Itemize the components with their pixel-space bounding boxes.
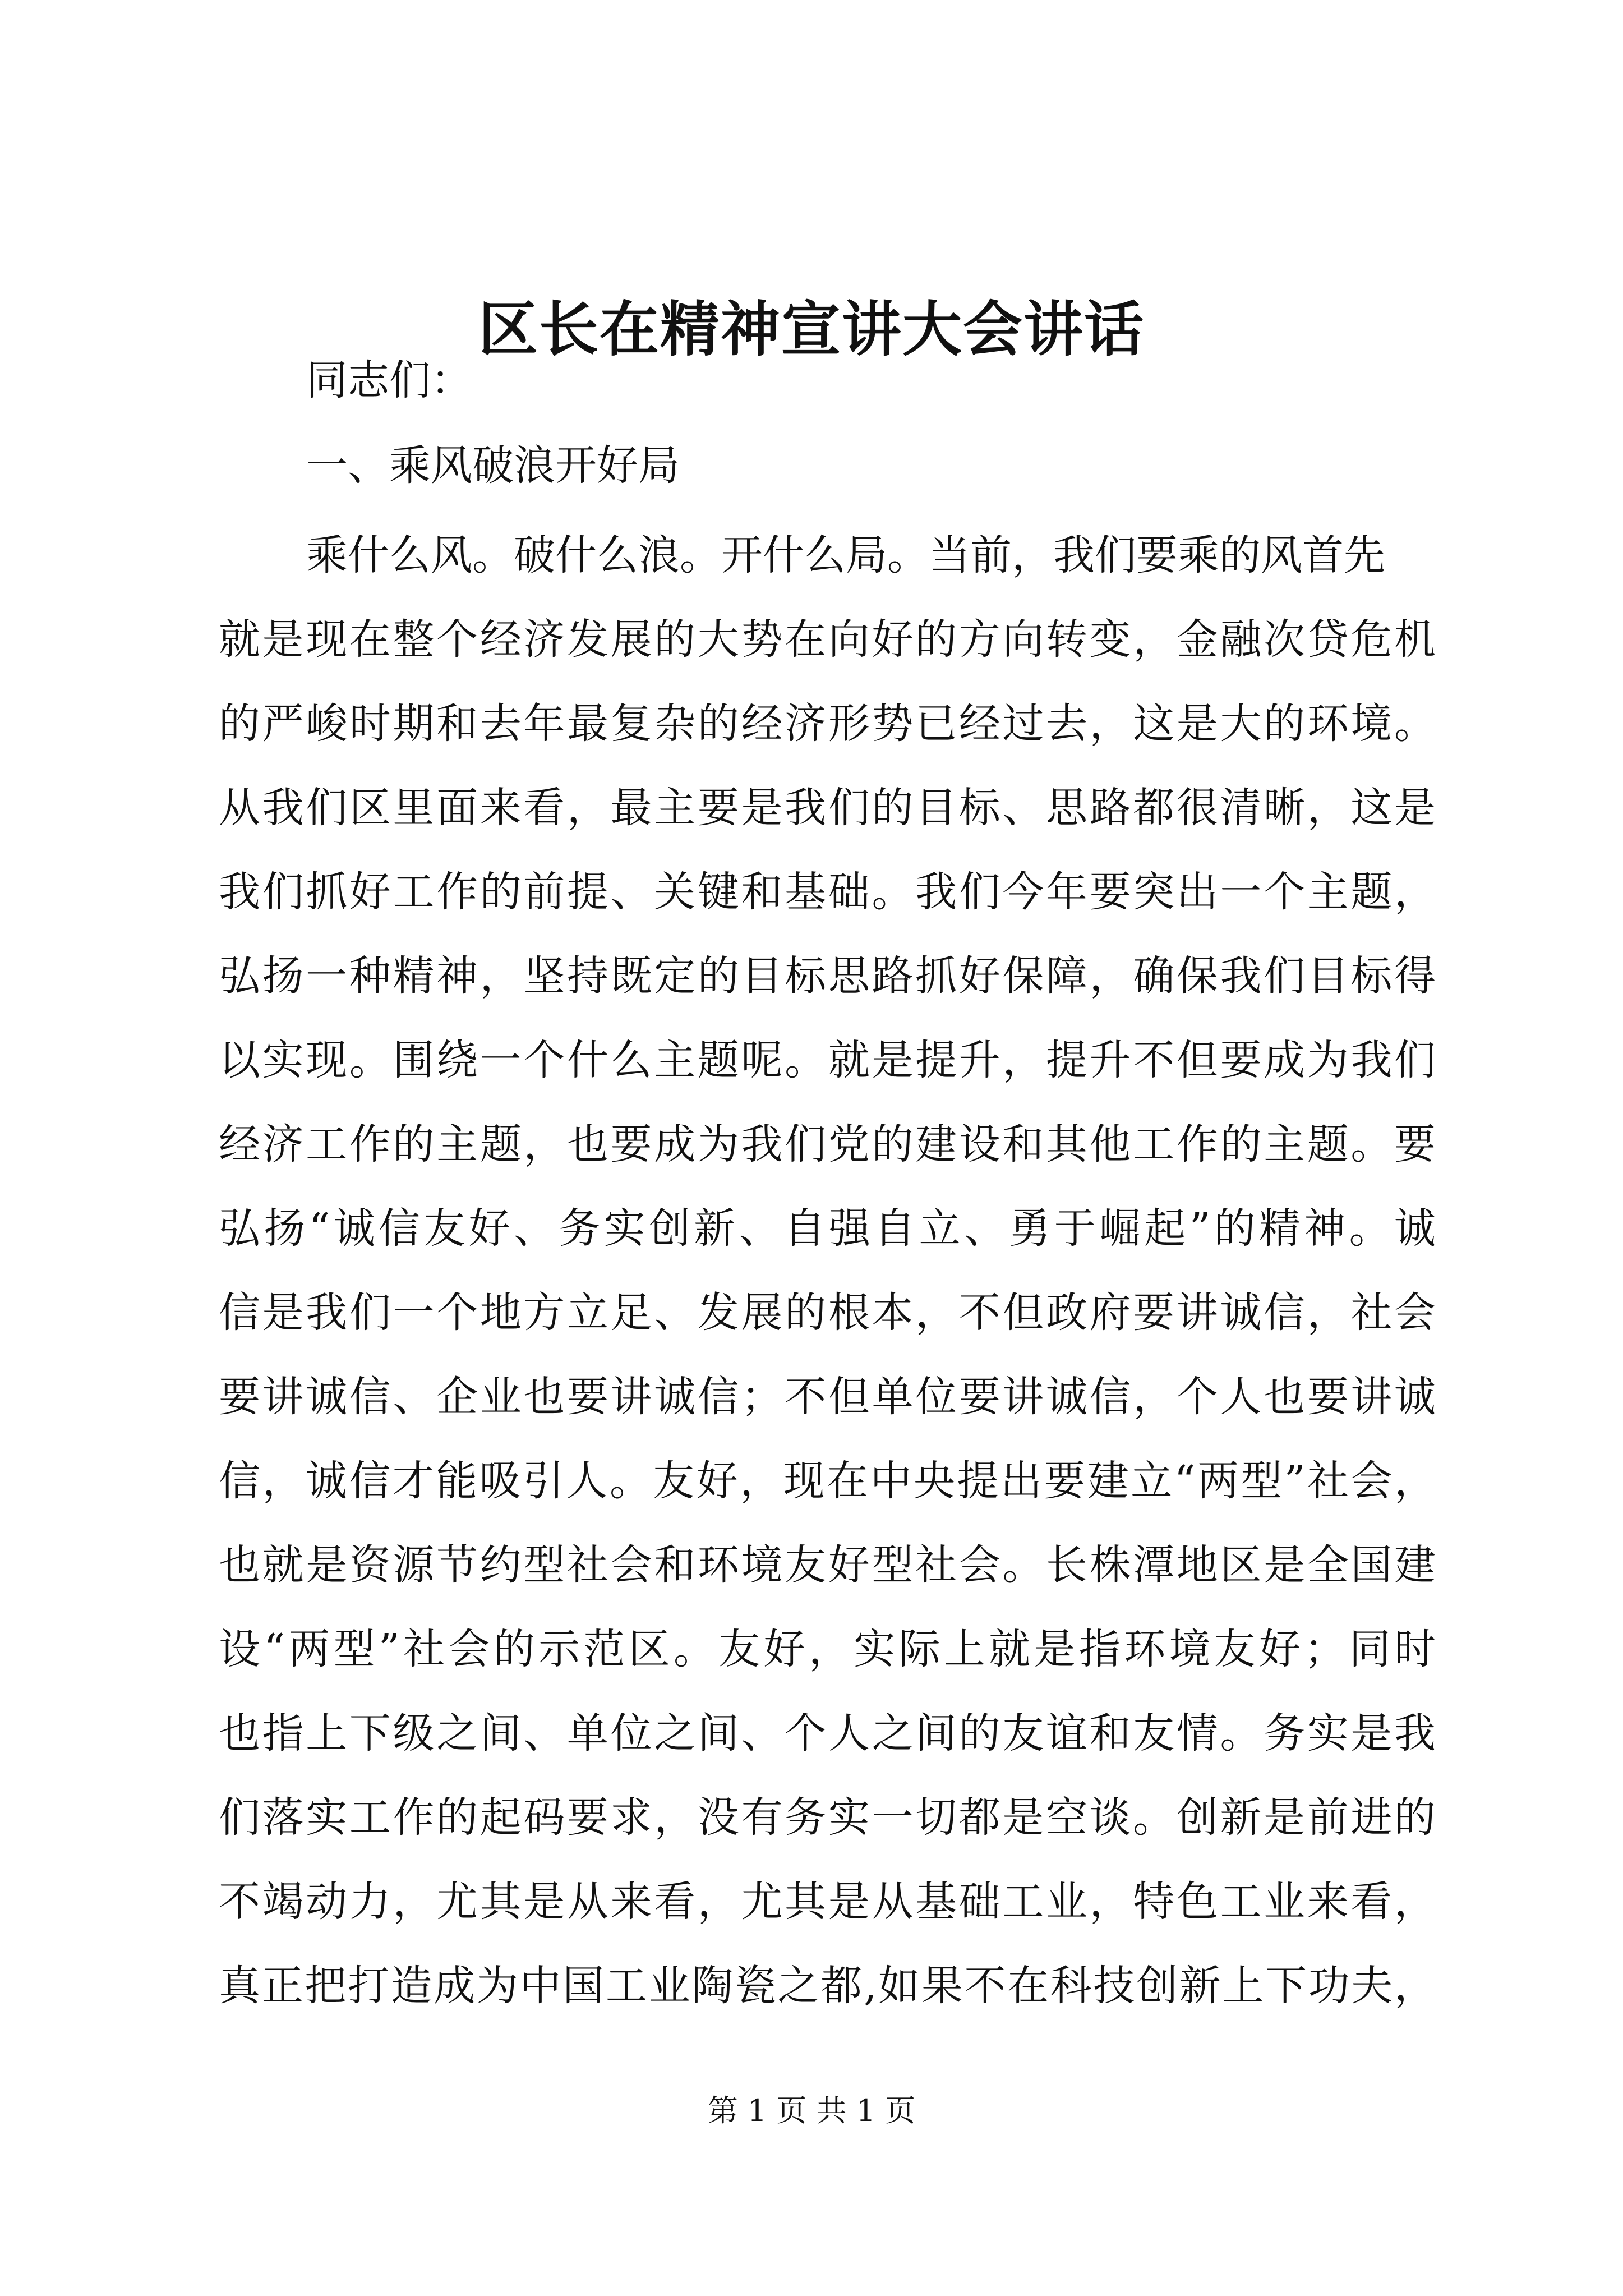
salutation: 同志们： (306, 356, 472, 404)
body-line: 经济工作的主题，也要成为我们党的建设和其他工作的主题。要 (219, 1120, 1436, 1168)
body-line: 也就是资源节约型社会和环境友好型社会。长株潭地区是全国建 (219, 1541, 1436, 1589)
body-line: 信是我们一个地方立足、发展的根本，不但政府要讲诚信，社会 (219, 1289, 1436, 1337)
body-line: 就是现在整个经济发展的大势在向好的方向转变，金融次贷危机 (219, 615, 1436, 664)
body-line: 信，诚信才能吸引人。友好，现在中央提出要建立“两型”社会， (219, 1457, 1436, 1505)
page-number-footer: 第 1 页 共 1 页 (707, 2093, 916, 2128)
body-line: 以实现。围绕一个什么主题呢。就是提升，提升不但要成为我们 (219, 1036, 1436, 1084)
body-line: 设“两型”社会的示范区。友好，实际上就是指环境友好；同时 (219, 1625, 1436, 1673)
body-line: 也指上下级之间、单位之间、个人之间的友谊和友情。务实是我 (219, 1709, 1436, 1757)
body-line: 不竭动力，尤其是从来看，尤其是从基础工业，特色工业来看， (219, 1878, 1436, 1926)
document-title: 区长在精神宣讲大会讲话 (478, 295, 1145, 364)
section-heading: 一、乘风破浪开好局 (306, 441, 680, 490)
body-line: 真正把打造成为中国工业陶瓷之都,如果不在科技创新上下功夫， (219, 1962, 1436, 2010)
body-line: 要讲诚信、企业也要讲诚信；不但单位要讲诚信，个人也要讲诚 (219, 1373, 1436, 1421)
body-line: 弘扬“诚信友好、务实创新、自强自立、勇于崛起”的精神。诚 (219, 1204, 1436, 1253)
body-line: 弘扬一种精神，坚持既定的目标思路抓好保障，确保我们目标得 (219, 952, 1436, 1000)
body-line: 乘什么风。破什么浪。开什么局。当前，我们要乘的风首先 (306, 531, 1385, 579)
body-line: 我们抓好工作的前提、关键和基础。我们今年要突出一个主题， (219, 868, 1436, 916)
body-line: 们落实工作的起码要求，没有务实一切都是空谈。创新是前进的 (219, 1793, 1436, 1842)
body-line: 的严峻时期和去年最复杂的经济形势已经过去，这是大的环境。 (219, 700, 1436, 748)
body-line: 从我们区里面来看，最主要是我们的目标、思路都很清晰，这是 (219, 784, 1436, 832)
